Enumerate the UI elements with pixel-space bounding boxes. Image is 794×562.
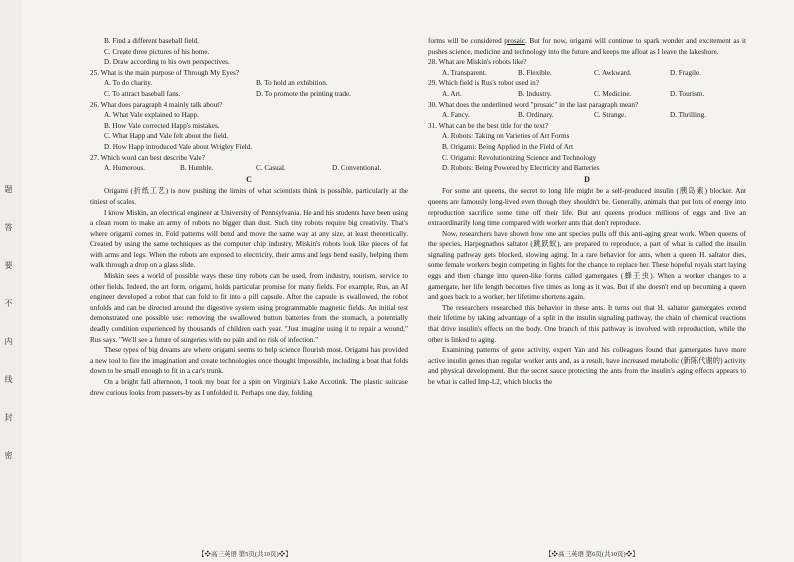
q29-option-d: D. Tourism. (670, 89, 705, 98)
q28-option-b: B. Flexible. (518, 68, 552, 77)
q25-option-c: C. To attract baseball fans. (104, 89, 181, 98)
q29-option-b: B. Industry. (518, 89, 552, 98)
q26-option-c: C. What Happ and Vale felt about the field. (104, 132, 229, 141)
q29-options (428, 89, 746, 100)
passage-c-cont-text-b: . But for now, origami will continue to spark wonder and excitement as it pushes science, medicine and technology into the future and keeps me afloat as I leave the lakeshore. (428, 37, 746, 56)
q24-option-c: C. Create three pictures of his home. (104, 47, 210, 56)
q31-option-a: A. Robots: Taking on Varieties of Art Forms (442, 132, 570, 141)
q29-option-a: A. Art. (442, 89, 462, 98)
q28-option-a: A. Transparent. (442, 68, 487, 77)
section-d-heading: D (584, 174, 590, 184)
q30-option-c: C. Strange. (594, 111, 627, 120)
question-29: 29. Which field is Rus's robot used in? (428, 79, 539, 88)
page-footer-left: 【❖高三英语 第5页(共10页)❖】 (198, 551, 292, 558)
question-25: 25. What is the main purpose of Through My Eyes? (90, 68, 240, 77)
q31-option-c: C. Origami: Revolutionizing Science and Technology (442, 153, 597, 162)
q27-option-d: D. Conventional. (332, 164, 382, 173)
q31-option-b: B. Origami: Being Applied in the Field of Art (442, 142, 574, 151)
q26-option-a: A. What Vale explained to Happ. (104, 111, 199, 120)
passage-d-paragraph-3: The researchers researched this behavior in these ants. It turns out that H. saltator gamergates extend their lifetime by taking advantage of a split in the insulin signaling pathway, the chain of chemical reactions that drive insulin's effects on the body. One branch of this pathway is involved with reproduction, while the other is linked to aging. (428, 303, 746, 344)
underlined-word-prosaic: prosaic (504, 37, 526, 45)
q24-option-d: D. Draw according to his own perspectives. (104, 58, 230, 67)
q30-option-a: A. Fancy. (442, 111, 470, 120)
passage-c-paragraph-2: I know Miskin, an electrical engineer at University of Pennsylvania. He and his students have been using a clean room to make an army of robots no bigger than dust. Such tiny robots require big creativity. That's where origami comes in. Fold patterns will bend and move the same way at any size, at least theoretically. Created by using the same techniques as the computer chip industry, Miskin's robots look like pieces of fat with arms and legs. When the robots are exposed to electricity, their arms and legs bend easily, helping them walk through a drop on a glass slide. (90, 208, 408, 270)
q30-option-d: D. Thrilling. (670, 111, 707, 120)
passage-d-paragraph-1: For some ant queens, the secret to long life might be a self-produced insulin (胰岛素) blocker. Ant queens are famously long-lived even though they shouldn't be. Generally, animals that put lots of energy into reproduction sacrifice some time off their life. But ant queens produce millions of eggs and live an extraordinarily long time compared with worker ants that don't reproduce. (428, 187, 746, 228)
q30-option-b: B. Ordinary. (518, 111, 554, 120)
passage-c-cont-text-a: forms will be considered (428, 37, 505, 45)
question-27: 27. Which word can best describe Vale? (90, 153, 205, 162)
question-30: 30. What does the underlined word "prosaic" in the last paragraph mean? (428, 100, 639, 109)
q27-option-b: B. Humble. (180, 164, 214, 173)
q30-options (428, 110, 746, 121)
q29-option-c: C. Medicine. (594, 89, 632, 98)
passage-c-paragraph-4: These types of big dreams are where origami seems to help science flourish most. Origami has provided a new tool to fire the imagination and create technologies once thought impossible, including a boat that folds down to be small enough to fit in a car's trunk. (90, 346, 408, 376)
passage-d-paragraph-2: Now, researchers have shown how one ant species pulls off this anti-aging great work. When queens of the species, Harpegnathos saltator (跳跃蚁), are prepared to reproduce, a part of what is called the insulin signaling pathway gets blocked, slowing aging. In a rare behavior for ants, when a queen H. saltator dies, some female workers begin competing in fights for the chance to replace her. These hopeful royals start laying eggs and then change into queen-like forms called gamergates (蜂王虫). When a worker changes to a gamergate, her life length becomes five times as long as it was. But if she doesn't end up becoming a queen and goes back to a worker, her lifetime shortens again. (428, 229, 746, 302)
q28-options (428, 68, 746, 79)
q25-option-d: D. To promote the printing trade. (256, 89, 351, 98)
passage-c-paragraph-3: Miskin sees a world of possible ways these tiny robots can be used, from industry, tourism, service to other fields. Indeed, the art form, origami, holds particular promise for many fields. For example, Rus, an AI engineer developed a robot that can fold to fit into a pill capsule. After the capsule is swallowed, the robot unfolds and can be directed around the digestive system using programmable magnetic fields. An initial test demonstrated one possible use: removing the swallowed button batteries from the stomach, a potentially deadly condition experienced by thousands of children each year. "Just imagine using it to repair a wound," Rus says. "We'll see a future of surgeries with no pain and no risk of infection." (90, 272, 408, 344)
passage-c-paragraph-5-continued (428, 36, 746, 57)
q25-options-row2 (90, 89, 408, 100)
passage-d-paragraph-4: Examining patterns of gene activity, expert Yan and his colleagues found that gamergates have more active insulin genes than regular worker ants and, as a result, have increased metabolic (新陈代谢的) activity and physical development. But the secret sauce protecting the ants from the insulin's aging effects appears to be what is called Imp-L2, which blocks the (428, 346, 746, 386)
question-26: 26. What does paragraph 4 mainly talk about? (90, 100, 223, 109)
q28-option-c: C. Awkward. (594, 68, 632, 77)
section-c-heading: C (246, 174, 252, 184)
q27-option-c: C. Casual. (256, 164, 286, 173)
q26-option-b: B. How Vale corrected Happ's mistakes. (104, 121, 220, 130)
q31-option-d: D. Robots: Being Powered by Electricity and Batteries (442, 164, 600, 173)
q25-option-b: B. To hold an exhibition. (256, 79, 328, 88)
q27-option-a: A. Humorous. (104, 164, 145, 173)
passage-c-paragraph-1: Origami (折纸工艺) is now pushing the limits of what scientists think is possible, particularly at the tiniest of scales. (90, 187, 408, 206)
q26-option-d: D. How Happ introduced Vale about Wrigley Field. (104, 142, 253, 151)
q28-option-d: D. Fragile. (670, 68, 701, 77)
binding-margin (0, 0, 22, 562)
q24-option-b: B. Find a different baseball field. (104, 37, 200, 45)
q27-options (90, 163, 408, 174)
seal-line-text: 题 答 要 不 内 线 封 密 (4, 185, 13, 473)
page-footer-right: 【❖高三英语 第6页(共10页)❖】 (545, 551, 639, 558)
right-column (428, 36, 746, 388)
q25-option-a: A. To do charity. (104, 79, 153, 88)
passage-c-paragraph-5: On a bright fall afternoon, I took my boat for a spin on Virginia's Lake Accotink. The plastic suitcase drew curious looks from passers-by as I unfolded it. Perhaps one day, folding (90, 378, 408, 397)
q25-options-row1 (90, 78, 408, 89)
question-28: 28. What are Miskin's robots like? (428, 58, 527, 67)
question-31: 31. What can be the best title for the text? (428, 121, 549, 130)
left-column (90, 36, 408, 398)
